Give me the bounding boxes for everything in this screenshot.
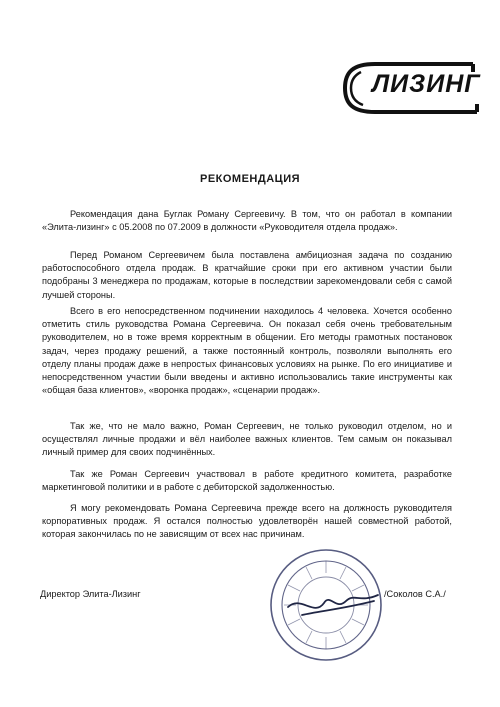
logo-text: ЛИЗИНГ [372, 70, 481, 98]
paragraph: Всего в его непосредственном подчинении находилось 4 человека. Хочется особенно отметить стиль руководства Романа Сергеевича. Он показал себя очень требовательным руководителем, но в тоже время корректным в общении. Его методы грамотных постановок задач, через продажу решений, а также постоянный контроль, позволяли выполнять его отделу планы продаж даже в непростых финансовых условиях на рынке. По его инициативе и непосредственном участии были введены и активно использовались такие инструменты как «общая база клиентов», «воронка продаж», «сценарии продаж». [42, 306, 452, 396]
paragraph: Рекомендация дана Буглак Роману Сергеевичу. В том, что он работал в компании «Элита-лизинг» с 05.2008 по 07.2009 в должности «Руководителя отдела продаж». [42, 209, 452, 233]
stamp-seal-icon [266, 545, 386, 665]
paragraph: Так же Роман Сергеевич участвовал в работе кредитного комитета, разработке маркетинговой политики и в работе с дебиторской задолженностью. [42, 469, 452, 493]
paragraph: Я могу рекомендовать Романа Сергеевича прежде всего на должность руководителя корпоративных продаж. Я остался полностью удовлетворён нашей совместной работой, которая закончилась по не зависящим от всех нас причинам. [42, 503, 452, 540]
company-stamp [266, 545, 386, 665]
signature-title: Директор Элита-Лизинг [40, 589, 141, 599]
paragraph: Так же, что не мало важно, Роман Сергеевич, не только руководил отделом, но и осуществлял личные продажи и вёл наиболее важных клиентов. Тем самым он показывал личный пример для своих подчинённых. [42, 421, 452, 458]
signature-name: /Соколов С.А./ [384, 589, 446, 599]
paragraph: Перед Романом Сергеевичем была поставлена амбициозная задача по созданию работоспособного отдела продаж. В кратчайшие сроки при его активном участии были подобраны 3 менеджера по продажам, которые в последствии зарекомендовали себя с самой лучшей стороны. [42, 250, 452, 300]
company-logo [335, 52, 485, 124]
page-title: РЕКОМЕНДАЦИЯ [199, 173, 300, 185]
